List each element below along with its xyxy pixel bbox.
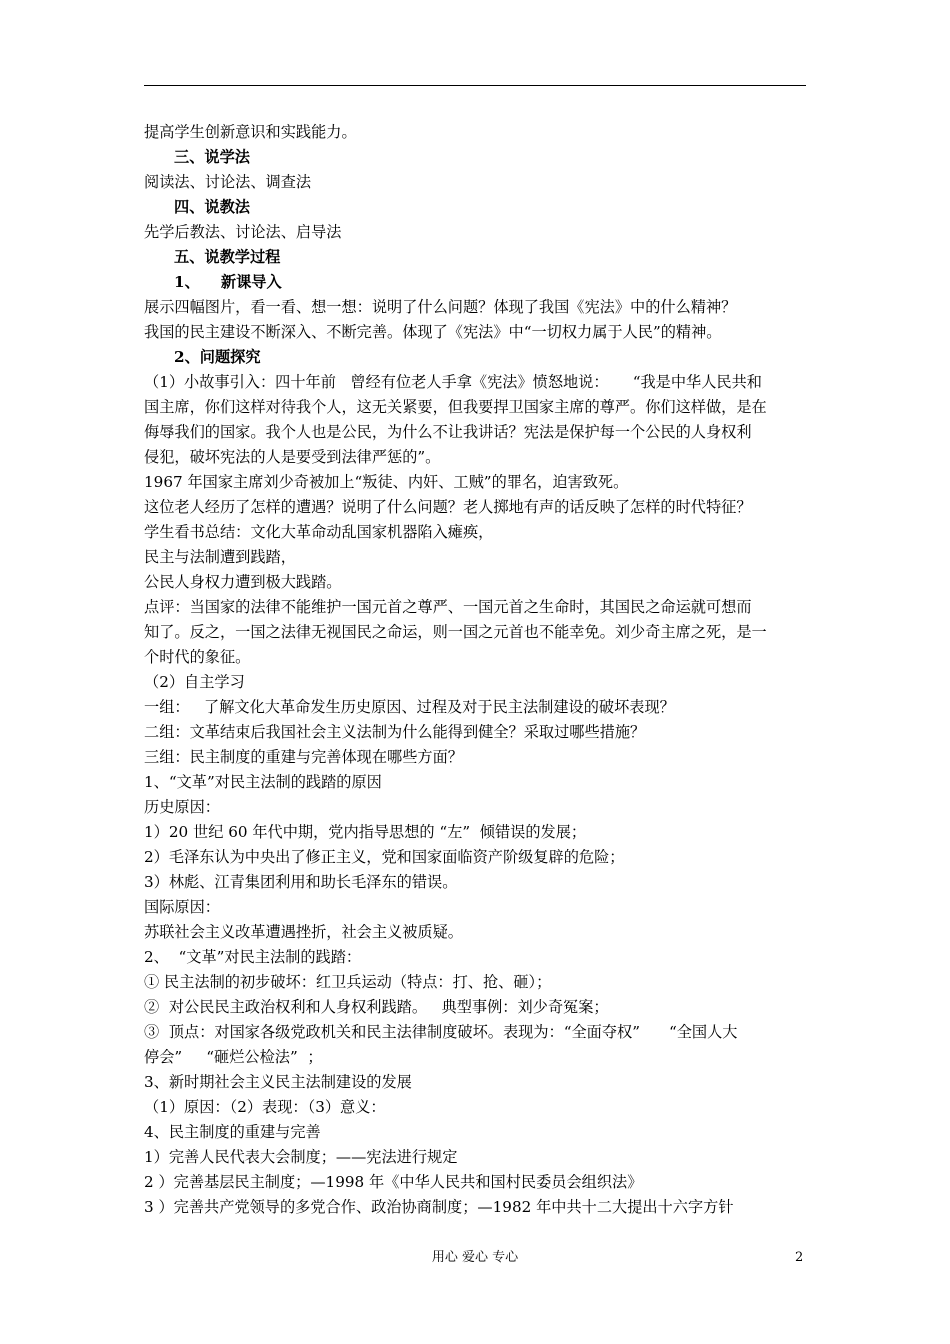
text-line: 展示四幅图片，看一看、想一想：说明了什么问题？体现了我国《宪法》中的什么精神？ bbox=[144, 298, 737, 316]
text-line: ③ 顶点：对国家各级党政机关和民主法律制度破坏。表现为：“全面夺权” “全国人大 bbox=[144, 1023, 738, 1041]
text-line: 侵犯，破坏宪法的人是要受到法律严惩的”。 bbox=[144, 448, 441, 466]
text-line: 国际原因： bbox=[144, 898, 220, 916]
text-line: （1）小故事引入：四十年前 曾经有位老人手拿《宪法》愤怒地说： “我是中华人民共和 bbox=[144, 373, 762, 391]
text-line: 2、 “文革”对民主法制的践踏： bbox=[144, 948, 362, 966]
section-heading: 四、说教法 bbox=[174, 198, 250, 216]
text-line: 民主与法制遭到践踏， bbox=[144, 548, 296, 566]
text-line: 我国的民主建设不断深入、不断完善。体现了《宪法》中“一切权力属于人民”的精神。 bbox=[144, 323, 722, 341]
text-line: 2）毛泽东认为中央出了修正主义，党和国家面临资产阶级复辟的危险； bbox=[144, 848, 625, 866]
text-line: 国主席，你们这样对待我个人，这无关紧要，但我要捍卫国家主席的尊严。你们这样做，是在 bbox=[144, 398, 767, 416]
text-line: 2 ）完善基层民主制度；—1998 年《中华人民共和国村民委员会组织法》 bbox=[144, 1173, 643, 1191]
page-number: 2 bbox=[795, 1250, 804, 1265]
section-heading: 1、 新课导入 bbox=[174, 273, 282, 291]
header-rule bbox=[144, 85, 806, 86]
page-footer bbox=[0, 1247, 950, 1269]
text-line: 这位老人经历了怎样的遭遇？说明了什么问题？老人掷地有声的话反映了怎样的时代特征？ bbox=[144, 498, 752, 516]
text-line: 学生看书总结：文化大革命动乱国家机器陷入瘫痪， bbox=[144, 523, 494, 541]
text-line: 3 ）完善共产党领导的多党合作、政治协商制度；—1982 年中共十二大提出十六字方针 bbox=[144, 1198, 734, 1216]
text-line: ① 民主法制的初步破坏：红卫兵运动（特点：打、抢、砸）； bbox=[144, 973, 552, 991]
text-line: 1）完善人民代表大会制度；——宪法进行规定 bbox=[144, 1148, 458, 1166]
section-heading: 2、问题探究 bbox=[174, 348, 261, 366]
text-line: 3）林彪、江青集团利用和助长毛泽东的错误。 bbox=[144, 873, 458, 891]
footer-text: 用心 爱心 专心 bbox=[431, 1250, 519, 1265]
text-line: 侮辱我们的国家。我个人也是公民，为什么不让我讲话？宪法是保护每一个公民的人身权利 bbox=[144, 423, 752, 441]
text-line: （1）原因：（2）表现：（3）意义： bbox=[144, 1098, 386, 1116]
text-line: 阅读法、讨论法、调查法 bbox=[144, 173, 312, 191]
document-body bbox=[144, 120, 806, 1220]
text-line: 三组：民主制度的重建与完善体现在哪些方面？ bbox=[144, 748, 463, 766]
text-line: 1）20 世纪 60 年代中期，党内指导思想的 “左” 倾错误的发展； bbox=[144, 823, 587, 841]
text-line: 先学后教法、讨论法、启导法 bbox=[144, 223, 342, 241]
section-heading: 五、说教学过程 bbox=[174, 248, 281, 266]
text-line: 二组：文革结束后我国社会主义法制为什么能得到健全？采取过哪些措施？ bbox=[144, 723, 646, 741]
text-line: 4、民主制度的重建与完善 bbox=[144, 1123, 321, 1141]
text-line: ② 对公民民主政治权利和人身权利践踏。 典型事例：刘少奇冤案； bbox=[144, 998, 609, 1016]
text-line: 提高学生创新意识和实践能力。 bbox=[144, 123, 357, 141]
text-line: 苏联社会主义改革遭遇挫折，社会主义被质疑。 bbox=[144, 923, 463, 941]
text-line: 1、“文革”对民主法制的践踏的原因 bbox=[144, 773, 382, 791]
text-line: 历史原因： bbox=[144, 798, 220, 816]
text-line: 停会” “砸烂公检法” ； bbox=[144, 1048, 323, 1066]
section-heading: 三、说学法 bbox=[174, 148, 250, 166]
text-line: 点评：当国家的法律不能维护一国元首之尊严、一国元首之生命时，其国民之命运就可想而 bbox=[144, 598, 752, 616]
text-line: 一组： 了解文化大革命发生历史原因、过程及对于民主法制建设的破坏表现？ bbox=[144, 698, 675, 716]
text-line: 公民人身权力遭到极大践踏。 bbox=[144, 573, 342, 591]
text-line: 1967 年国家主席刘少奇被加上“叛徒、内奸、工贼”的罪名，迫害致死。 bbox=[144, 473, 629, 491]
text-line: （2）自主学习 bbox=[144, 673, 245, 691]
text-line: 知了。反之，一国之法律无视国民之命运，则一国之元首也不能幸免。刘少奇主席之死，是一 bbox=[144, 623, 767, 641]
text-line: 3、新时期社会主义民主法制建设的发展 bbox=[144, 1073, 412, 1091]
text-line: 个时代的象征。 bbox=[144, 648, 251, 666]
